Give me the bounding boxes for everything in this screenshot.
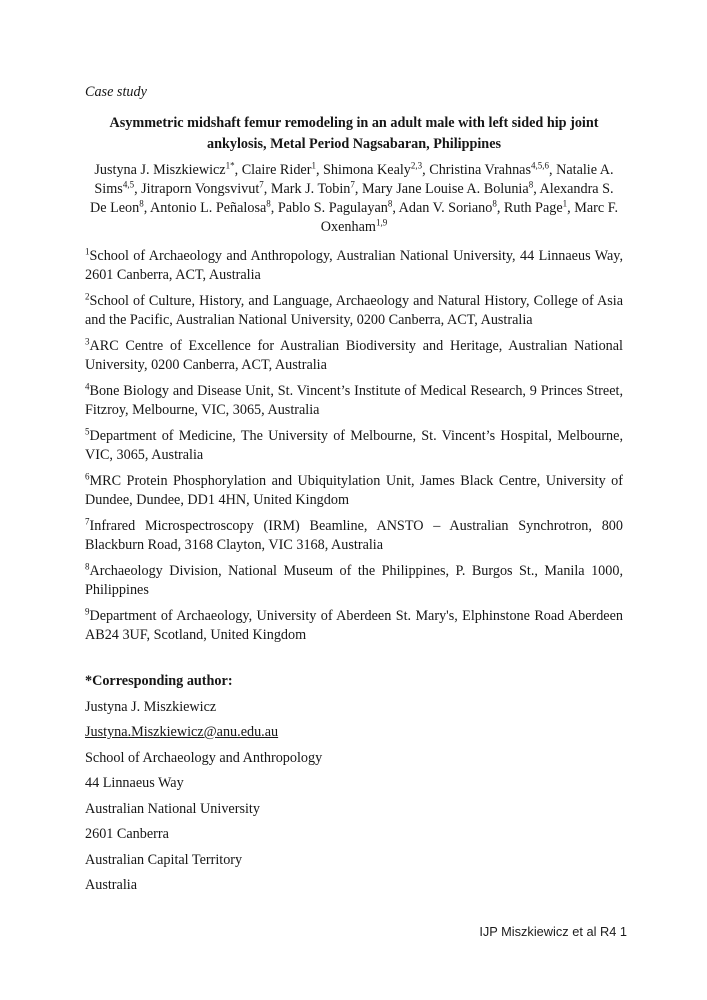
affiliation-item: $^9$Department of Archaeology, University of Aberdeen St. Mary's, Elphinstone Road Aberdeen AB24 3UF, Scotland, United Kingdom: [85, 606, 623, 643]
author-affiliation-marker: 4,5: [122, 179, 135, 190]
author-affiliation-marker: 8: [266, 198, 271, 209]
author-item: Claire Rider$^1$,: [241, 160, 324, 178]
author-item: Jitraporn Vongsvivut$^7$,: [141, 179, 271, 197]
author-affiliation-marker: 7: [350, 179, 355, 190]
title-page-content: [85, 83, 623, 902]
author-affiliation-marker: 7: [259, 179, 264, 190]
author-item: Mark J. Tobin$^7$,: [270, 179, 362, 197]
page-footer: [479, 924, 627, 939]
author-affiliation-marker: 1,9: [375, 217, 388, 228]
author-affiliation-marker: 1: [562, 198, 568, 209]
author-item: Mary Jane Louise A. Bolunia$^8$,: [362, 179, 540, 197]
affiliation-list: [85, 247, 623, 645]
running-head: IJP Miszkiewicz et al R4 1: [479, 924, 627, 939]
affiliation-number: 1: [85, 246, 90, 257]
corresponding-address-line: School of Archaeology and Anthropology: [85, 749, 323, 766]
affiliation-item: $^2$School of Culture, History, and Language, Archaeology and Natural History, College of Asia and the Pacific, Australian National University, 0200 Canberra, ACT, Australia: [85, 291, 623, 328]
author-item: Ruth Page$^1$,: [503, 198, 575, 216]
author-item: Shimona Kealy$^{2,3}$,: [323, 160, 430, 178]
author-affiliation-marker: 8: [139, 198, 144, 209]
author-item: Pablo S. Pagulayan$^8$,: [277, 198, 399, 216]
author-affiliation-marker: 1*: [225, 160, 235, 171]
corresponding-author-section: [85, 672, 623, 895]
affiliation-number: 8: [85, 561, 90, 572]
article-type-label: Case study: [85, 84, 147, 100]
author-item: Antonio L. Peñalosa$^8$,: [150, 198, 278, 216]
corresponding-address: [85, 749, 623, 896]
corresponding-email-row: [85, 723, 623, 742]
author-affiliation-marker: 8: [528, 179, 534, 190]
affiliation-number: 9: [85, 606, 90, 617]
author-affiliation-marker: 1: [311, 160, 316, 171]
author-affiliation-marker: 4,5,6: [530, 160, 549, 171]
author-list: [85, 161, 623, 237]
author-affiliation-marker: 8: [387, 198, 393, 209]
affiliation-number: 6: [85, 471, 90, 482]
author-item: Marc F. Oxenham$^{1,9}$: [320, 200, 619, 235]
author-affiliation-marker: 8: [492, 198, 497, 209]
author-affiliation-marker: 2,3: [410, 160, 423, 171]
corresponding-author-name: Justyna J. Miszkiewicz: [85, 698, 217, 715]
corresponding-address-line: 2601 Canberra: [85, 826, 169, 842]
author-item: Natalie A. Sims$^{4,5}$,: [94, 162, 614, 197]
corresponding-address-line: Australia: [85, 877, 138, 893]
corresponding-address-line: Australian National University: [85, 800, 260, 817]
affiliation-number: 4: [85, 381, 90, 392]
corresponding-address-line: Australian Capital Territory: [85, 851, 243, 868]
affiliation-item: $^8$Archaeology Division, National Museum of the Philippines, P. Burgos St., Manila 1000, Philippines: [85, 561, 623, 598]
author-item: Adan V. Soriano$^8$,: [398, 198, 504, 216]
affiliation-item: $^5$Department of Medicine, The University of Melbourne, St. Vincent’s Hospital, Melbourne, VIC, 3065, Australia: [85, 426, 623, 463]
affiliation-number: 5: [85, 426, 90, 437]
affiliation-number: 2: [85, 291, 90, 302]
affiliation-item: $^4$Bone Biology and Disease Unit, St. Vincent’s Institute of Medical Research, 9 Princes Street, Fitzroy, Melbourne, VIC, 3065, Australia: [85, 381, 623, 418]
article-title: Asymmetric midshaft femur remodeling in an adult male with left sided hip joint ankylosis, Metal Period Nagsabaran, Philippines: [109, 115, 599, 152]
corresponding-address-line: 44 Linnaeus Way: [85, 775, 184, 791]
affiliation-item: $^7$Infrared Microspectroscopy (IRM) Beamline, ANSTO – Australian Synchrotron, 800 Blackburn Road, 3168 Clayton, VIC 3168, Australia: [85, 516, 623, 553]
corresponding-email-link[interactable]: Justyna.Miszkiewicz@anu.edu.au: [85, 724, 279, 740]
author-item: Justyna J. Miszkiewicz$^{1*}$,: [94, 160, 242, 178]
affiliation-number: 3: [85, 336, 90, 347]
author-item: Christina Vrahnas$^{4,5,6}$,: [429, 160, 557, 178]
affiliation-item: $^6$MRC Protein Phosphorylation and Ubiquitylation Unit, James Black Centre, University of Dundee, Dundee, DD1 4HN, United Kingdom: [85, 471, 623, 508]
affiliation-item: $^3$ARC Centre of Excellence for Australian Biodiversity and Heritage, Australian National University, 0200 Canberra, ACT, Australia: [85, 336, 623, 373]
author-item: Alexandra S. De Leon$^8$,: [89, 181, 614, 216]
affiliation-number: 7: [85, 516, 90, 527]
affiliation-item: $^1$School of Archaeology and Anthropology, Australian National University, 44 Linnaeus Way, 2601 Canberra, ACT, Australia: [85, 246, 623, 283]
corresponding-author-heading: *Corresponding author:: [85, 673, 233, 689]
